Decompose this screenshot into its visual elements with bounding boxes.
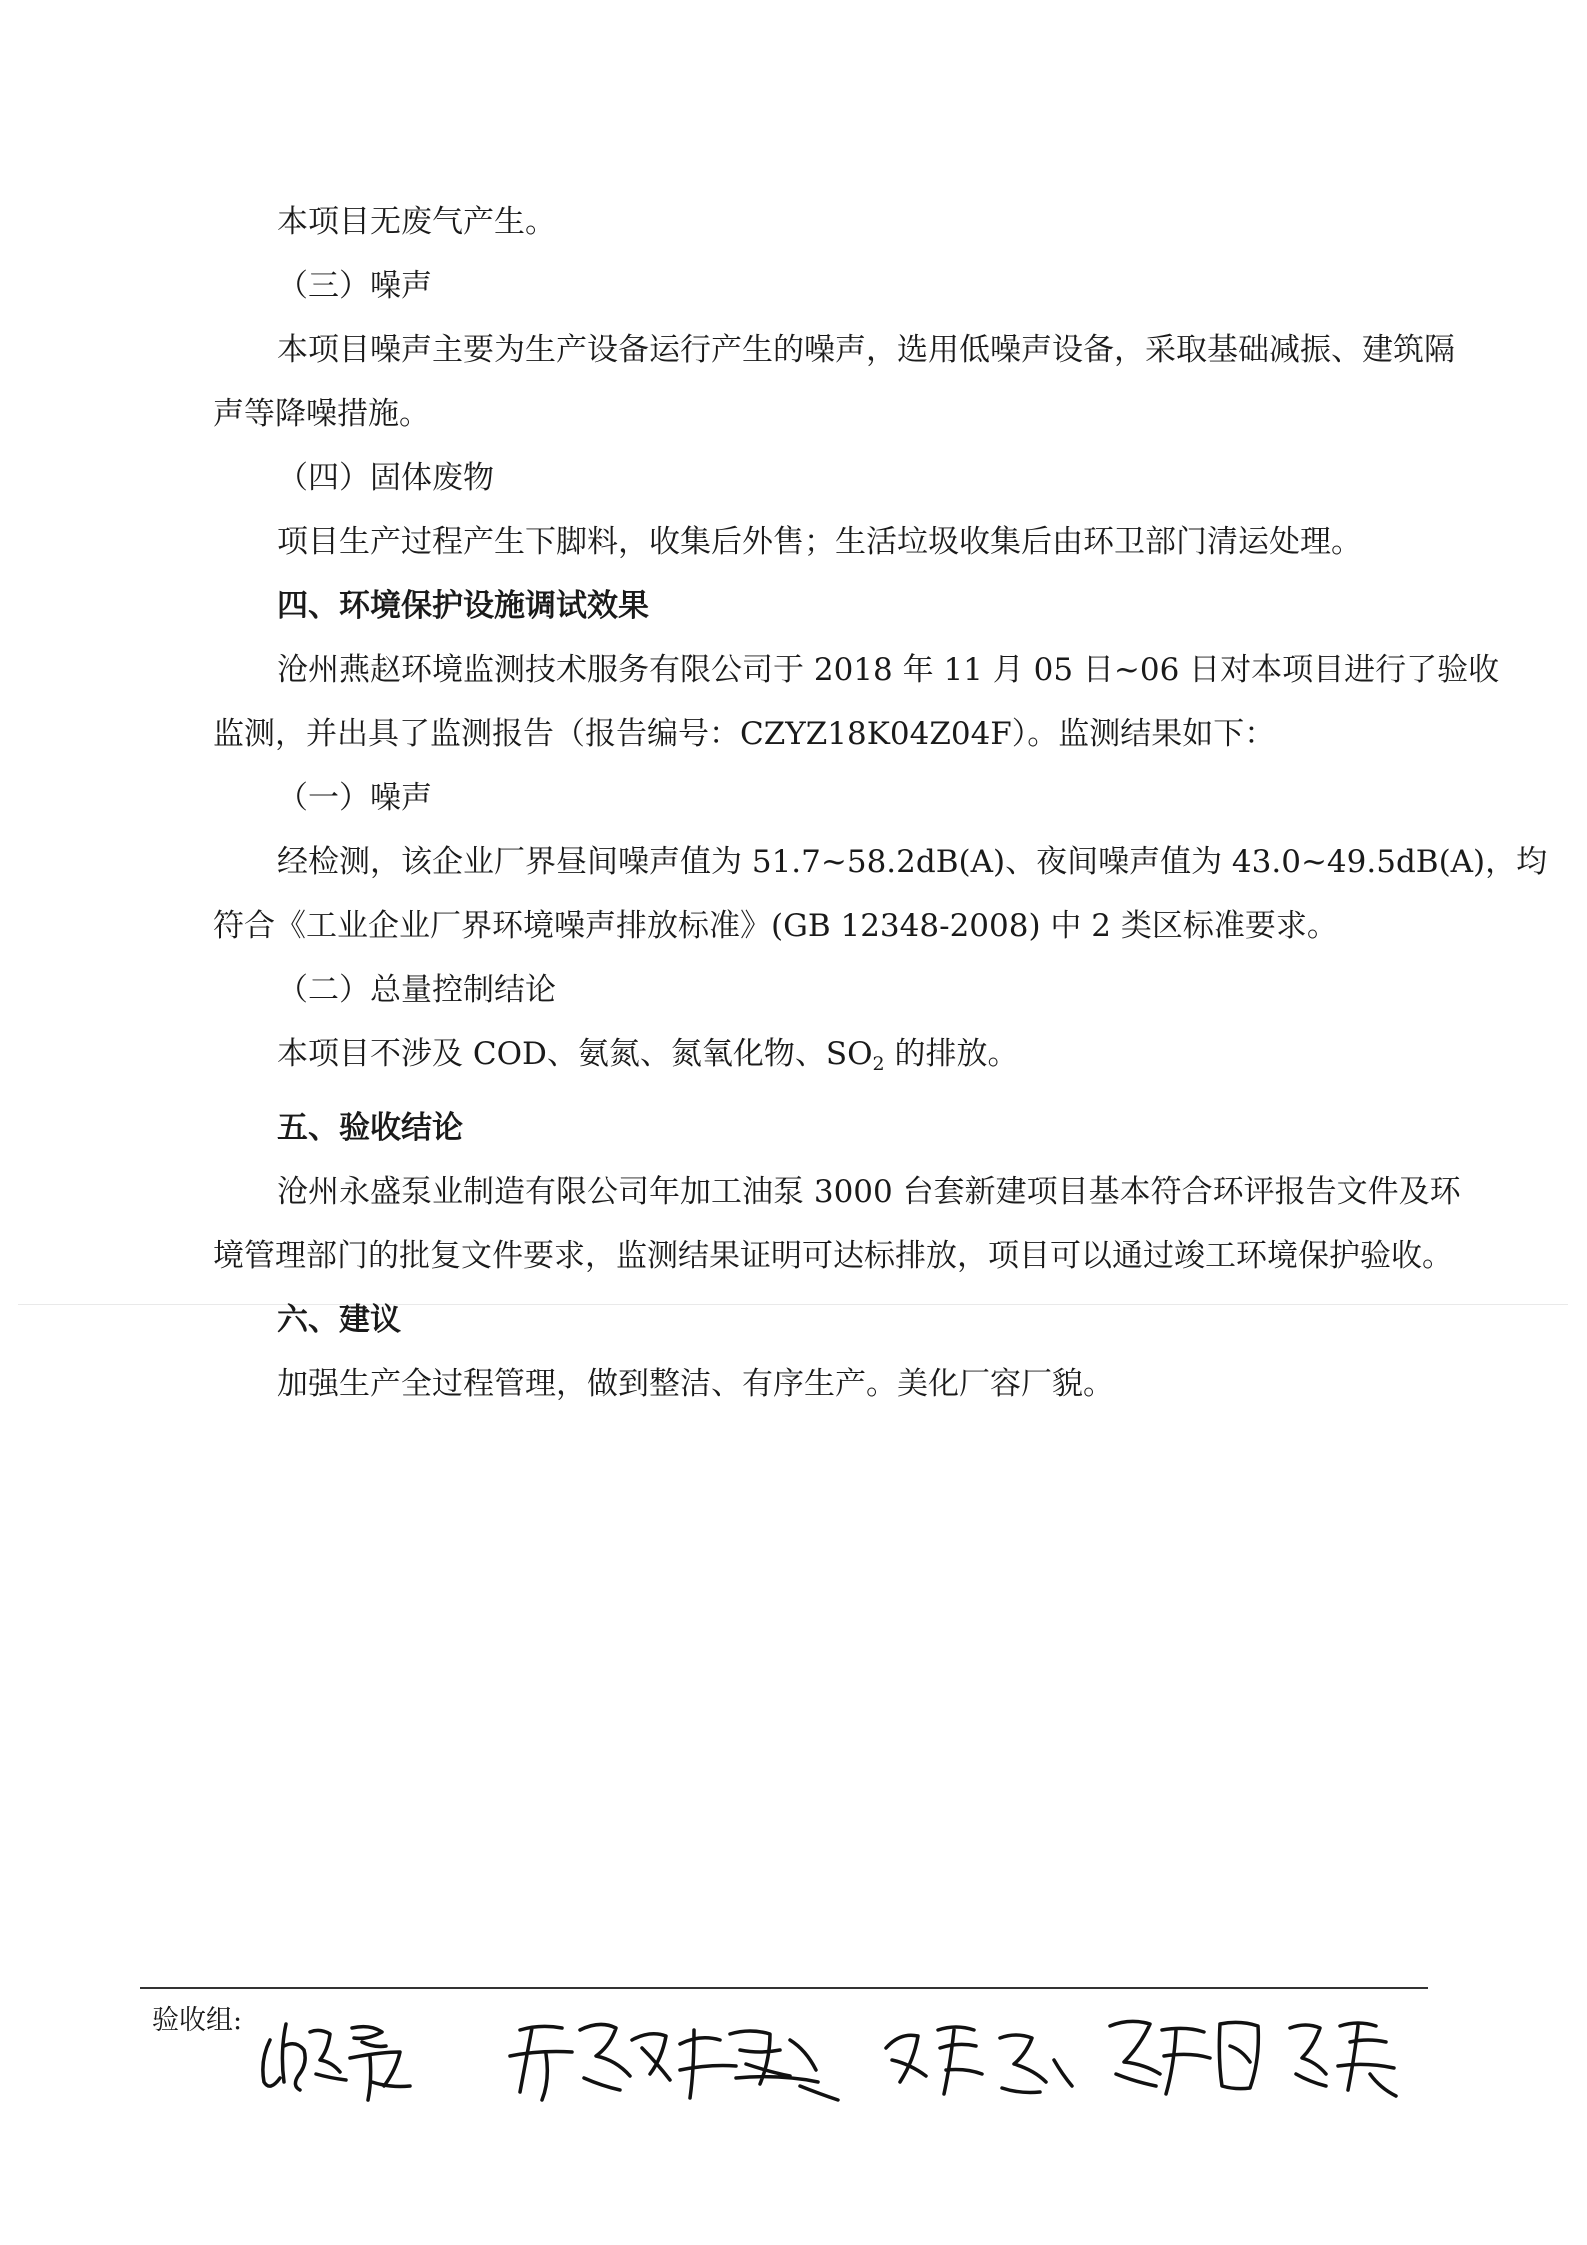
- paragraph-total-control: [213, 1022, 1418, 1096]
- paragraph-monitoring-line-2: 监测，并出具了监测报告（报告编号：CZYZ18K04Z04F）。监测结果如下：: [213, 716, 1276, 752]
- paragraph-conclusion-line-1: 沧州永盛泵业制造有限公司年加工油泵 3000 台套新建项目基本符合环评报告文件及环: [277, 1174, 1461, 1210]
- paragraph-monitoring-line-1: 沧州燕赵环境监测技术服务有限公司于 2018 年 11 月 05 日~06 日对本项目进行了验收: [277, 652, 1500, 688]
- paragraph-no-exhaust: 本项目无废气产生。: [277, 204, 556, 240]
- document-body: [213, 190, 1548, 1416]
- footer-rule: [140, 1987, 1428, 1989]
- subheading-total-control-2: （二）总量控制结论: [277, 972, 556, 1008]
- paragraph-solid-waste: 项目生产过程产生下脚料，收集后外售；生活垃圾收集后由环卫部门清运处理。: [277, 524, 1362, 560]
- acceptance-group-label: 验收组:: [152, 2005, 243, 2036]
- paragraph-advice: 加强生产全过程管理，做到整洁、有序生产。美化厂容厂貌。: [277, 1366, 1114, 1402]
- total-control-text: 本项目不涉及 COD、氨氮、氮氧化物、SO: [277, 1036, 873, 1072]
- heading-advice: 六、建议: [277, 1302, 401, 1338]
- subheading-noise-3: （三）噪声: [277, 268, 432, 304]
- paragraph-noise-line-2: 声等降噪措施。: [213, 396, 430, 432]
- signature-5: [1110, 2021, 1258, 2094]
- heading-acceptance-conclusion: 五、验收结论: [277, 1110, 463, 1146]
- total-control-text-end: 的排放。: [884, 1036, 1019, 1072]
- paragraph-noise-result-line-1: 经检测，该企业厂界昼间噪声值为 51.7~58.2dB(A)、夜间噪声值为 43.0~49.5dB(A)，均: [277, 844, 1548, 880]
- signature-6: [1290, 2023, 1396, 2096]
- paragraph-conclusion-line-2: 境管理部门的批复文件要求，监测结果证明可达标排放，项目可以通过竣工环境保护验收。: [213, 1238, 1453, 1274]
- paragraph-noise-line-1: 本项目噪声主要为生产设备运行产生的噪声，选用低噪声设备，采取基础减振、建筑隔: [277, 332, 1455, 368]
- signature-block: [250, 1990, 1430, 2140]
- subheading-noise-1: （一）噪声: [277, 780, 432, 816]
- so2-subscript: 2: [872, 1053, 885, 1075]
- signature-2: [510, 2024, 670, 2100]
- signature-3: [680, 2030, 838, 2100]
- signature-1: [263, 2024, 410, 2100]
- paragraph-noise-result-line-2: 符合《工业企业厂界环境噪声排放标准》(GB 12348-2008) 中 2 类区标准要求。: [213, 908, 1338, 944]
- signature-4: [886, 2027, 1072, 2094]
- heading-facility-effect: 四、环境保护设施调试效果: [277, 588, 649, 624]
- subheading-solid-waste-4: （四）固体废物: [277, 460, 494, 496]
